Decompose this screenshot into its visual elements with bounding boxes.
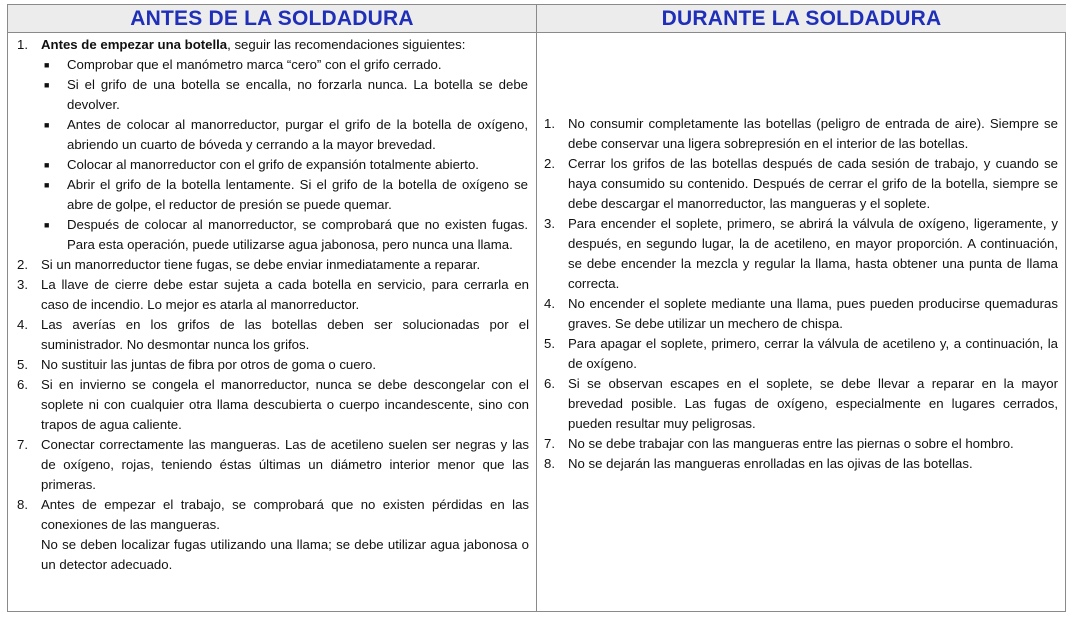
item-text-block [41,495,529,575]
item-text: No se debe trabajar con las mangueras entre las piernas o sobre el hombro. [568,436,1014,451]
square-bullet-icon: ■ [44,160,50,170]
item-number: 3. [17,277,28,292]
list-item [544,214,1058,294]
item-text: Antes de empezar el trabajo, se comprobará que no existen pérdidas en las conexiones de las mangueras. [41,497,529,532]
header-before-welding: ANTES DE LA SOLDADURA [8,5,537,33]
table-grid [8,5,1065,611]
item-text: Conectar correctamente las mangueras. Las de acetileno suelen ser negras y las de oxígeno, rojas, teniendo éstas últimas un diámetro interior menor que las primeras. [41,437,529,492]
bullet-item [41,155,529,175]
bullet-item [41,215,529,255]
square-bullet-icon: ■ [44,220,50,230]
list-item [17,375,529,435]
item-number: 2. [17,257,28,272]
list-item [17,435,529,495]
bullet-text: Comprobar que el manómetro marca “cero” con el grifo cerrado. [67,57,442,72]
list-item [544,434,1058,454]
bullet-item [41,55,529,75]
item-bold-lead: Antes de empezar una botella [41,37,228,52]
column-during-welding [537,33,1066,611]
item-number: 2. [544,156,555,171]
item-text: Si un manorreductor tiene fugas, se debe enviar inmediatamente a reparar. [41,257,481,272]
item-number: 6. [544,376,555,391]
item-number: 1. [544,116,555,131]
item-text: No sustituir las juntas de fibra por otros de goma o cuero. [41,357,376,372]
item-text: Cerrar los grifos de las botellas después de cada sesión de trabajo, y cuando se haya consumido su contenido. Después de cerrar el grifo de la botella, siempre se debe descargar el manorreductor, las mangueras y el soplete. [568,156,1058,211]
item-text [41,35,529,255]
bullet-item [41,115,529,155]
item-text: La llave de cierre debe estar sujeta a cada botella en servicio, para cerrarla en caso de incendio. Lo mejor es atarla al manorreductor. [41,277,529,312]
item-text: Para apagar el soplete, primero, cerrar la válvula de acetileno y, a continuación, la de oxígeno. [568,336,1058,371]
item-text: Las averías en los grifos de las botellas deben ser solucionadas por el suministrador. No desmontar nunca los grifos. [41,317,529,352]
list-item [544,114,1058,154]
item-number: 3. [544,216,555,231]
item-number: 8. [17,497,28,512]
item-number: 5. [17,357,28,372]
item-number: 8. [544,456,555,471]
item-text: Para encender el soplete, primero, se abrirá la válvula de oxígeno, ligeramente, y después, en segundo lugar, la de acetileno, en mayor proporción. A continuación, se debe encender la mezcla y regular la llama, hasta obtener una punta de llama correcta. [568,216,1058,291]
list-item [17,495,529,575]
bullet-item [41,175,529,215]
square-bullet-icon: ■ [44,180,50,190]
header-during-welding: DURANTE LA SOLDADURA [537,5,1066,33]
square-bullet-icon: ■ [44,80,50,90]
item-lead-rest: , seguir las recomendaciones siguientes: [227,37,466,52]
item-text: Si se observan escapes en el soplete, se debe llevar a reparar en la mayor brevedad posible. Las fugas de oxígeno, especialmente en lugares cerrados, pueden resultar muy peligrosas. [568,376,1058,431]
bullet-text: Colocar al manorreductor con el grifo de expansión totalmente abierto. [67,157,479,172]
item-number: 7. [17,437,28,452]
list-item [544,294,1058,334]
item-text: No encender el soplete mediante una llama, pues pueden producirse quemaduras graves. Se debe utilizar un mechero de chispa. [568,296,1058,331]
bullet-list [41,55,529,255]
square-bullet-icon: ■ [44,120,50,130]
item-number: 7. [544,436,555,451]
list-item [17,35,529,255]
list-item [544,454,1058,474]
bullet-text: Después de colocar al manorreductor, se comprobará que no existen fugas. Para esta operación, puede utilizarse agua jabonosa, pero nunca una llama. [67,217,528,252]
item-text: Si en invierno se congela el manorreductor, nunca se debe descongelar con el soplete ni con cualquier otra llama descubierta o cuerpo incandescente, sino con trapos de agua caliente. [41,377,529,432]
list-item [17,355,529,375]
item-number: 5. [544,336,555,351]
list-item [17,315,529,355]
square-bullet-icon: ■ [44,60,50,70]
item-text: No consumir completamente las botellas (peligro de entrada de aire). Siempre se debe conservar una ligera sobrepresión en el interior de las botellas. [568,116,1058,151]
bullet-item [41,75,529,115]
item-number: 4. [17,317,28,332]
list-item [544,334,1058,374]
bullet-text: Si el grifo de una botella se encalla, no forzarla nunca. La botella se debe devolver. [67,77,528,112]
item-number: 1. [17,37,28,52]
item-number: 6. [17,377,28,392]
list-item [17,255,529,275]
column-before-welding [8,33,537,611]
bullet-text: Abrir el grifo de la botella lentamente. Si el grifo de la botella de oxígeno se abre de golpe, el reductor de presión se puede quemar. [67,177,528,212]
safety-table [7,4,1066,612]
list-item [17,275,529,315]
list-item [544,374,1058,434]
item-text-continuation: No se deben localizar fugas utilizando una llama; se debe utilizar agua jabonosa o un detector adecuado. [41,537,529,572]
item-text: No se dejarán las mangueras enrolladas en las ojivas de las botellas. [568,456,973,471]
list-item [544,154,1058,214]
item-number: 4. [544,296,555,311]
bullet-text: Antes de colocar al manorreductor, purgar el grifo de la botella de oxígeno, abriendo un cuarto de bóveda y cerrando a la mayor brevedad. [67,117,528,152]
